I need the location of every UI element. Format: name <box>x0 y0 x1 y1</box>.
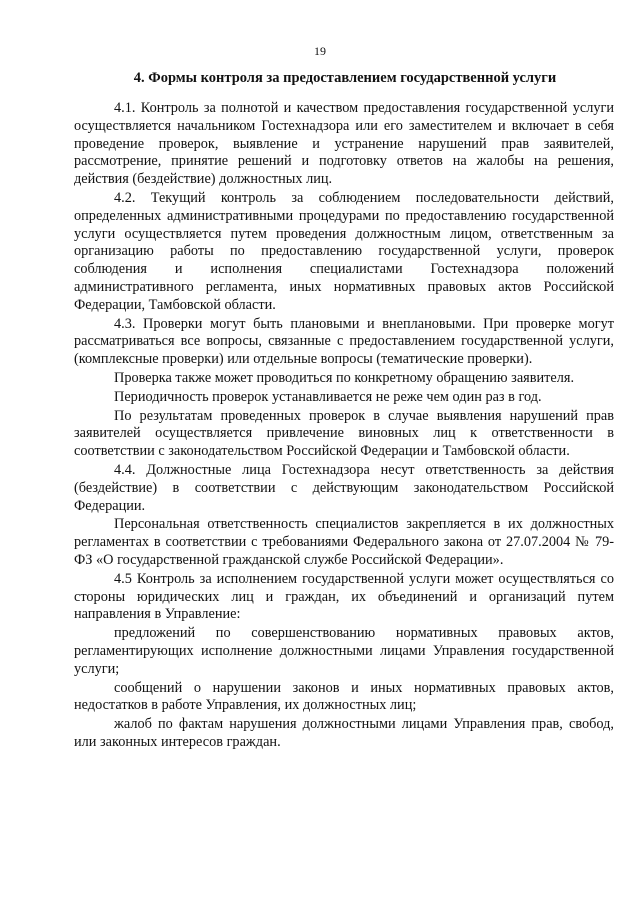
paragraph-periodicity: Периодичность проверок устанавливается не реже чем один раз в год. <box>114 388 542 405</box>
paragraph-4-1: 4.1. Контроль за полнотой и качеством предоставления государственной услуги осуществляется начальником Гостехнадзора или его заместителем и включает в себя проведение проверок, выявление и устранение нарушений прав заявителей, рассмотрение, принятие решений и подготовку ответов на жалобы на решения, действия (бездействие) должностных лиц. <box>74 100 614 188</box>
section-heading: 4. Формы контроля за предоставлением государственной услуги <box>133 70 557 86</box>
paragraph-results: По результатам проведенных проверок в случае выявления нарушений прав заявителей осуществляется привлечение виновных лиц к ответственности в соответствии с законодательством Российской Федерации и Тамбовской области. <box>74 407 614 460</box>
paragraph-4-3: 4.3. Проверки могут быть плановыми и внеплановыми. При проверке могут рассматриваться все вопросы, связанные с предоставлением государственной услуги, (комплексные проверки) или отдельные вопросы (тематические проверки). <box>74 315 614 368</box>
paragraph-4-4: 4.4. Должностные лица Гостехнадзора несут ответственность за действия (бездействие) в соответствии с действующим законодательством Российской Федерации. <box>74 461 614 514</box>
paragraph-4-2: 4.2. Текущий контроль за соблюдением последовательности действий, определенных административными процедурами по предоставлению государственной услуги осуществляется путем проведения должностным лицом, ответственным за организацию работы по предоставлению государственной услуги, проверок соблюдения и исполнения специалистами Гостехнадзора положений административного регламента, иных нормативных правовых актов Российской Федерации, Тамбовской области. <box>74 189 614 313</box>
page-number: 19 <box>314 44 326 58</box>
paragraph-appeal-check: Проверка также может проводиться по конкретному обращению заявителя. <box>114 369 575 386</box>
document-body <box>74 100 614 752</box>
paragraph-4-5: 4.5 Контроль за исполнением государственной услуги может осуществляться со стороны юридических лиц и граждан, их объединений и организаций путем направления в Управление: <box>74 570 614 623</box>
list-item-proposals: предложений по совершенствованию нормативных правовых актов, регламентирующих исполнение должностными лицами Управления государственной услуги; <box>74 625 614 677</box>
list-item-complaints: жалоб по фактам нарушения должностными лицами Управления прав, свобод, или законных интересов граждан. <box>74 716 614 750</box>
paragraph-personal-responsibility: Персональная ответственность специалистов закрепляется в их должностных регламентах в соответствии с требованиями Федерального закона от 27.07.2004 № 79-ФЗ «О государственной гражданской службе Российской Федерации». <box>74 516 614 568</box>
list-item-reports: сообщений о нарушении законов и иных нормативных правовых актов, недостатков в работе Управления, их должностных лиц; <box>74 679 614 714</box>
